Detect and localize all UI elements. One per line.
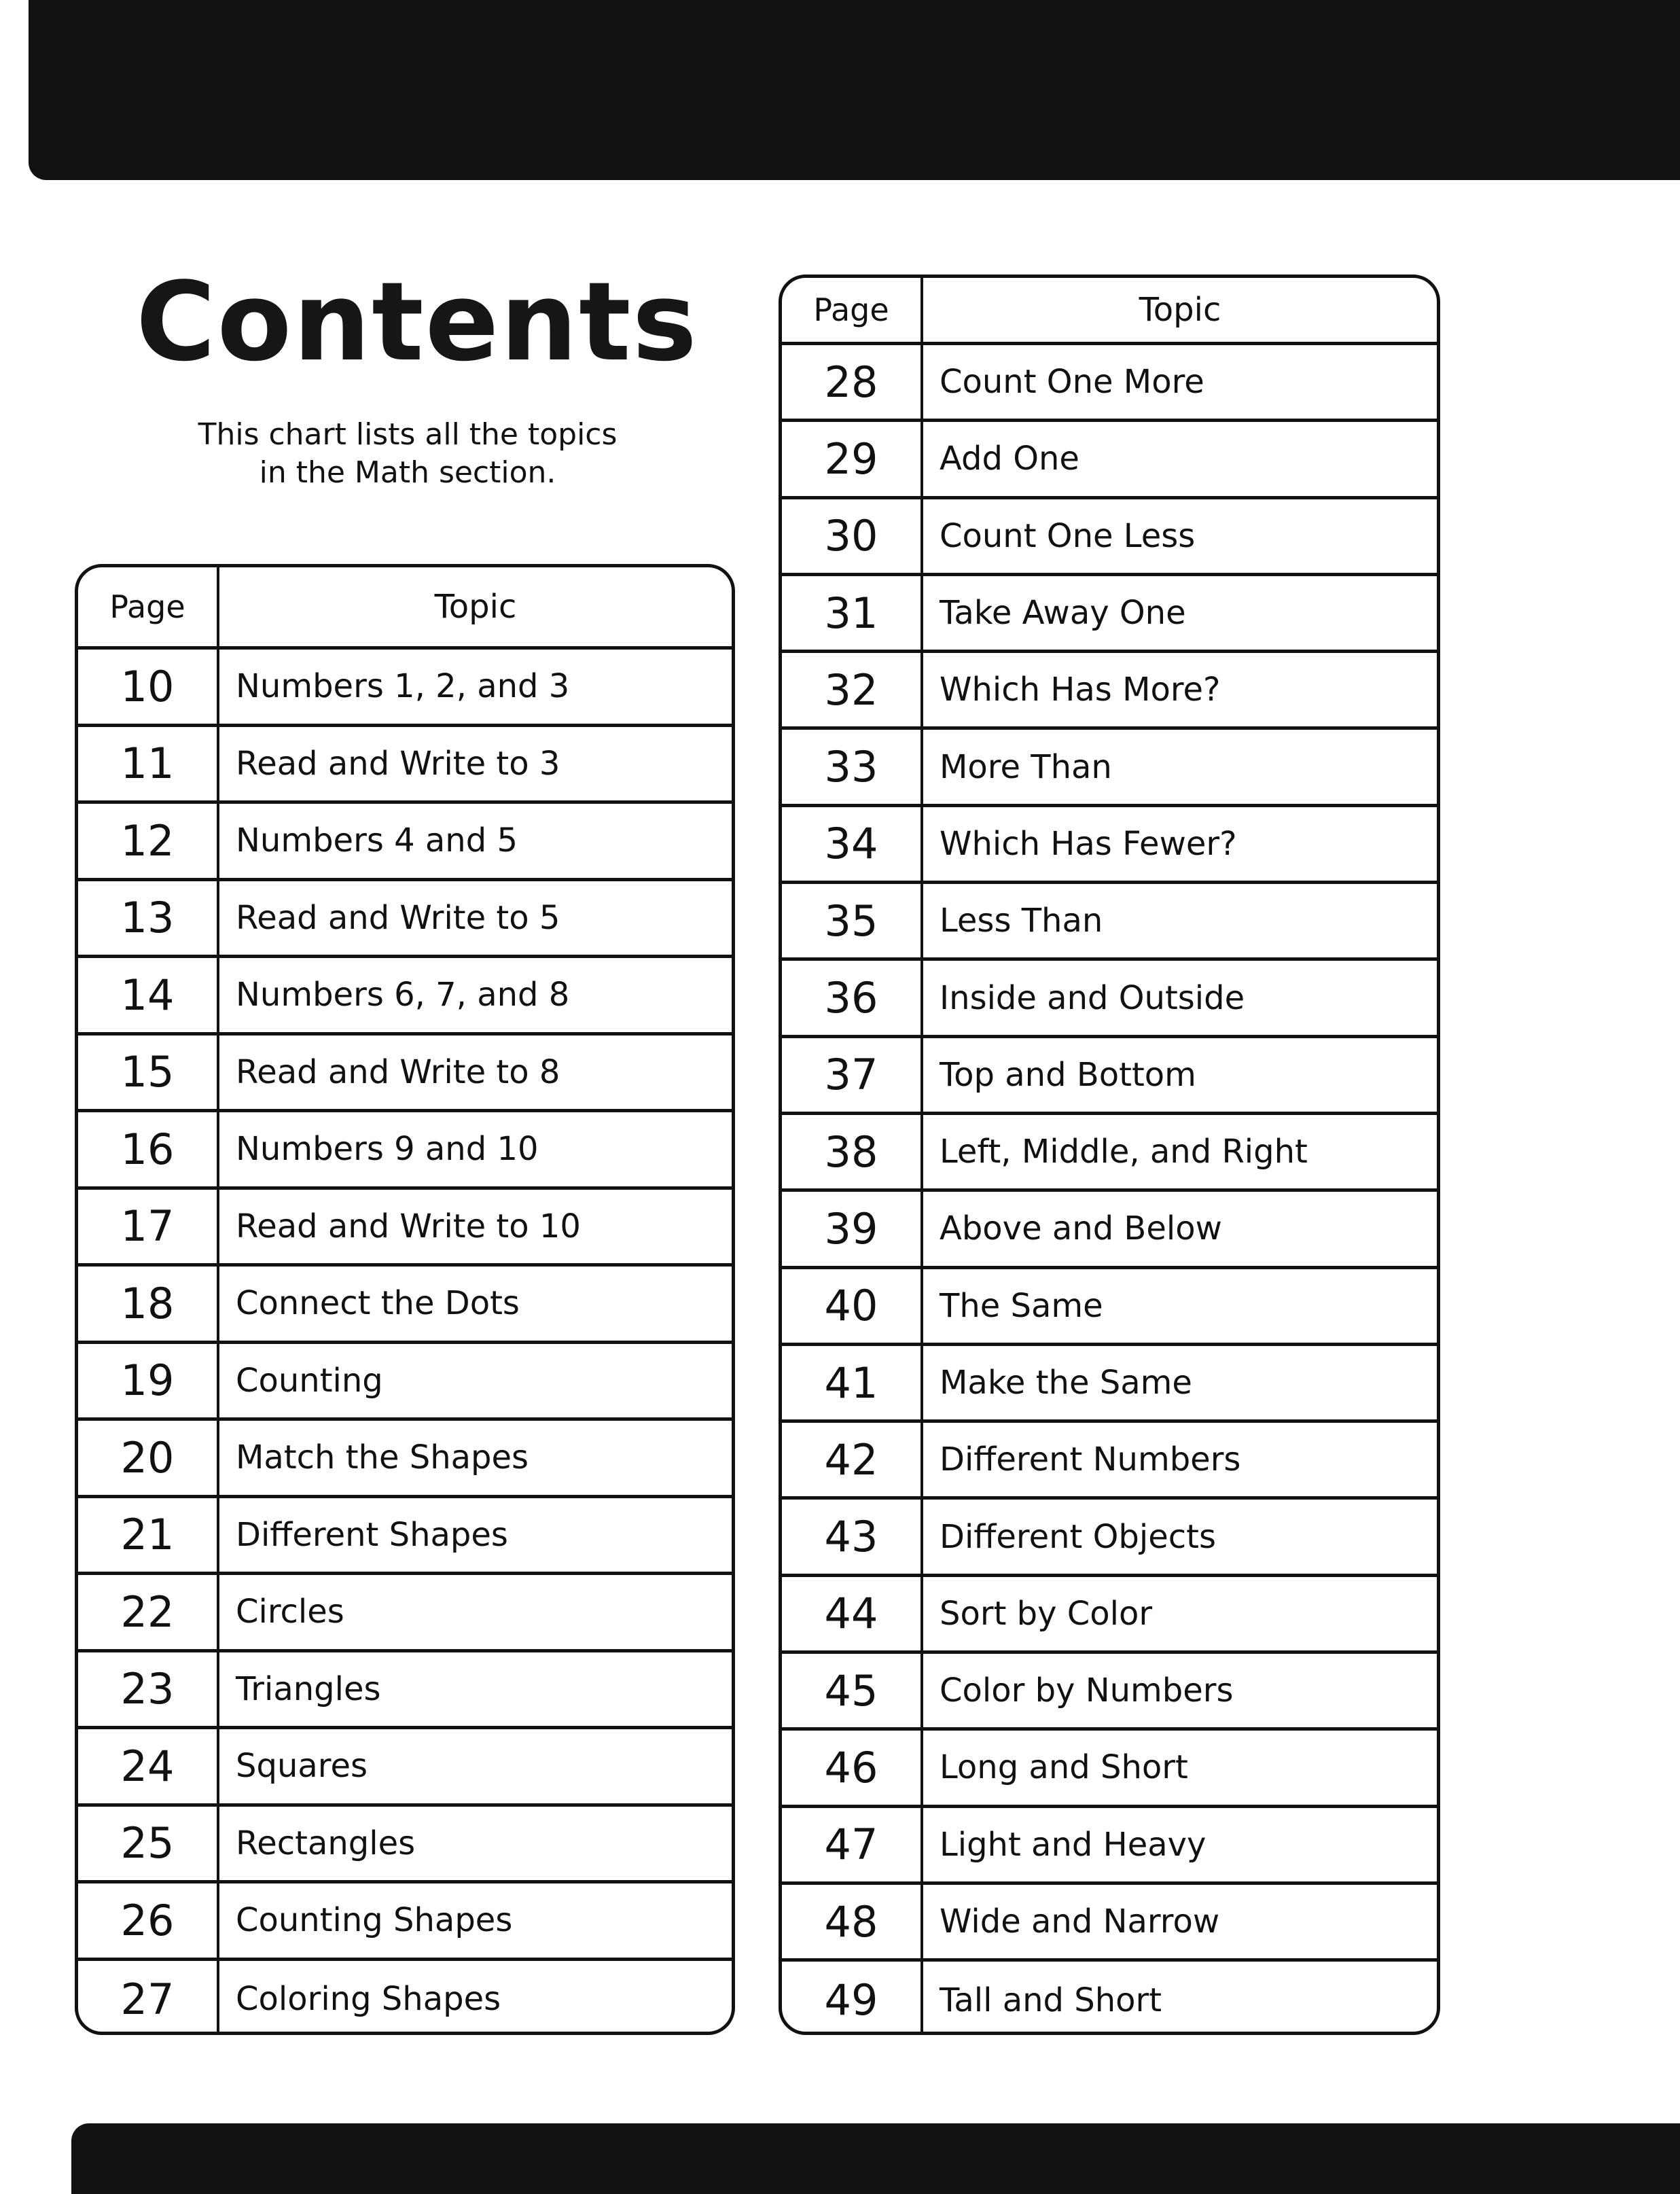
table-header bbox=[782, 278, 1437, 345]
table-row bbox=[782, 1115, 1437, 1192]
table-row bbox=[78, 1498, 732, 1576]
page-number: 31 bbox=[782, 576, 923, 650]
topic-name: Coloring Shapes bbox=[236, 1980, 501, 2019]
table-row bbox=[782, 961, 1437, 1038]
topic-name: Counting Shapes bbox=[236, 1901, 513, 1940]
table-row bbox=[78, 881, 732, 959]
topic-name: Circles bbox=[236, 1593, 344, 1631]
page-number: 35 bbox=[782, 884, 923, 957]
page-number: 20 bbox=[78, 1421, 219, 1495]
page-number: 49 bbox=[782, 1962, 923, 2035]
table-row bbox=[782, 1346, 1437, 1423]
page-number: 41 bbox=[782, 1346, 923, 1419]
topic-name: Color by Numbers bbox=[940, 1671, 1234, 1710]
page-number: 45 bbox=[782, 1654, 923, 1727]
topic-name: Count One Less bbox=[940, 516, 1196, 555]
table-row bbox=[782, 807, 1437, 884]
table-row bbox=[78, 1652, 732, 1730]
page-title: Contents bbox=[136, 258, 698, 385]
topic-name: Counting bbox=[236, 1361, 383, 1400]
contents-table-right bbox=[779, 275, 1440, 2035]
table-row bbox=[78, 1267, 732, 1344]
table-row bbox=[782, 1038, 1437, 1115]
page-number: 46 bbox=[782, 1731, 923, 1804]
table-row bbox=[782, 1654, 1437, 1731]
header-page: Page bbox=[782, 278, 923, 342]
topic-name: Long and Short bbox=[940, 1748, 1188, 1787]
table-row bbox=[78, 1190, 732, 1267]
topic-name: Connect the Dots bbox=[236, 1284, 520, 1323]
topic-name: Top and Bottom bbox=[940, 1055, 1196, 1094]
topic-name: Read and Write to 5 bbox=[236, 898, 560, 937]
table-row bbox=[782, 653, 1437, 730]
topic-name: Count One More bbox=[940, 363, 1204, 402]
table-row bbox=[782, 1192, 1437, 1269]
page-number: 21 bbox=[78, 1498, 219, 1572]
page-number: 10 bbox=[78, 650, 219, 724]
page-number: 16 bbox=[78, 1112, 219, 1186]
topic-name: Numbers 6, 7, and 8 bbox=[236, 976, 570, 1014]
page-number: 43 bbox=[782, 1500, 923, 1573]
table-row bbox=[782, 884, 1437, 961]
table-header bbox=[78, 567, 732, 650]
page-number: 17 bbox=[78, 1190, 219, 1264]
subtitle-line: This chart lists all the topics bbox=[198, 417, 618, 452]
page-number: 19 bbox=[78, 1344, 219, 1418]
top-banner bbox=[29, 0, 1680, 180]
page-number: 42 bbox=[782, 1423, 923, 1496]
topic-name: Which Has Fewer? bbox=[940, 824, 1237, 863]
table-row bbox=[782, 1962, 1437, 2035]
topic-name: Less Than bbox=[940, 902, 1103, 940]
page-number: 13 bbox=[78, 881, 219, 955]
topic-name: Triangles bbox=[236, 1669, 381, 1708]
table-row bbox=[78, 1112, 732, 1190]
topic-name: Squares bbox=[236, 1747, 368, 1786]
page-number: 25 bbox=[78, 1807, 219, 1881]
topic-name: Numbers 9 and 10 bbox=[236, 1130, 539, 1169]
topic-name: Inside and Outside bbox=[940, 978, 1245, 1017]
subtitle bbox=[136, 416, 679, 492]
topic-name: Take Away One bbox=[940, 594, 1186, 633]
topic-name: Different Shapes bbox=[236, 1515, 508, 1554]
topic-name: Different Numbers bbox=[940, 1440, 1241, 1479]
table-row bbox=[782, 1577, 1437, 1654]
topic-name: Tall and Short bbox=[940, 1981, 1162, 2019]
page-number: 37 bbox=[782, 1038, 923, 1112]
page-number: 22 bbox=[78, 1575, 219, 1649]
table-row bbox=[782, 422, 1437, 499]
page-number: 14 bbox=[78, 958, 219, 1032]
topic-name: Numbers 1, 2, and 3 bbox=[236, 667, 570, 706]
topic-name: Above and Below bbox=[940, 1209, 1222, 1248]
table-row bbox=[782, 499, 1437, 576]
header-topic: Topic bbox=[434, 588, 517, 626]
page-number: 15 bbox=[78, 1036, 219, 1110]
table-row bbox=[782, 345, 1437, 422]
page-number: 36 bbox=[782, 961, 923, 1034]
contents-table-left bbox=[75, 564, 735, 2035]
table-row bbox=[78, 1807, 732, 1884]
table-row bbox=[78, 1961, 732, 2036]
topic-name: Match the Shapes bbox=[236, 1438, 529, 1477]
table-row bbox=[78, 1421, 732, 1498]
table-row bbox=[782, 730, 1437, 807]
subtitle-line: in the Math section. bbox=[259, 455, 556, 490]
topic-name: Different Objects bbox=[940, 1517, 1216, 1556]
table-row bbox=[78, 804, 732, 881]
table-row bbox=[78, 958, 732, 1036]
topic-name: More Than bbox=[940, 747, 1112, 786]
header-topic: Topic bbox=[1139, 291, 1221, 329]
page-number: 38 bbox=[782, 1115, 923, 1188]
topic-name: The Same bbox=[940, 1286, 1103, 1325]
table-row bbox=[78, 1344, 732, 1421]
table-row bbox=[782, 1269, 1437, 1346]
page-number: 40 bbox=[782, 1269, 923, 1343]
topic-name: Left, Middle, and Right bbox=[940, 1133, 1308, 1171]
page-number: 30 bbox=[782, 499, 923, 573]
topic-name: Sort by Color bbox=[940, 1594, 1153, 1633]
page-number: 26 bbox=[78, 1883, 219, 1958]
table-row bbox=[782, 1423, 1437, 1500]
bottom-banner bbox=[71, 2123, 1680, 2194]
page-number: 33 bbox=[782, 730, 923, 803]
table-row bbox=[78, 727, 732, 804]
page-number: 23 bbox=[78, 1652, 219, 1727]
topic-name: Wide and Narrow bbox=[940, 1903, 1220, 1941]
page-number: 28 bbox=[782, 345, 923, 419]
header-page: Page bbox=[78, 567, 219, 646]
topic-name: Light and Heavy bbox=[940, 1825, 1207, 1864]
page-number: 11 bbox=[78, 727, 219, 801]
page-number: 29 bbox=[782, 422, 923, 495]
topic-name: Read and Write to 3 bbox=[236, 744, 560, 783]
page-number: 39 bbox=[782, 1192, 923, 1265]
page-number: 47 bbox=[782, 1808, 923, 1881]
table-row bbox=[78, 650, 732, 727]
page-number: 48 bbox=[782, 1885, 923, 1958]
table-row bbox=[782, 576, 1437, 653]
topic-name: Rectangles bbox=[236, 1824, 416, 1862]
topic-name: Numbers 4 and 5 bbox=[236, 821, 518, 860]
table-row bbox=[782, 1500, 1437, 1576]
table-row bbox=[78, 1883, 732, 1961]
page-number: 24 bbox=[78, 1729, 219, 1803]
topic-name: Which Has More? bbox=[940, 671, 1221, 709]
page-number: 32 bbox=[782, 653, 923, 726]
topic-name: Add One bbox=[940, 440, 1079, 478]
table-row bbox=[782, 1808, 1437, 1885]
page-number: 44 bbox=[782, 1577, 923, 1650]
table-row bbox=[782, 1885, 1437, 1962]
page-number: 27 bbox=[78, 1961, 219, 2036]
topic-name: Read and Write to 8 bbox=[236, 1052, 560, 1091]
page-number: 12 bbox=[78, 804, 219, 878]
table-row bbox=[782, 1731, 1437, 1807]
table-row bbox=[78, 1036, 732, 1113]
page-number: 18 bbox=[78, 1267, 219, 1341]
table-row bbox=[78, 1729, 732, 1807]
topic-name: Make the Same bbox=[940, 1364, 1192, 1402]
topic-name: Read and Write to 10 bbox=[236, 1207, 581, 1245]
page-number: 34 bbox=[782, 807, 923, 881]
table-row bbox=[78, 1575, 732, 1652]
